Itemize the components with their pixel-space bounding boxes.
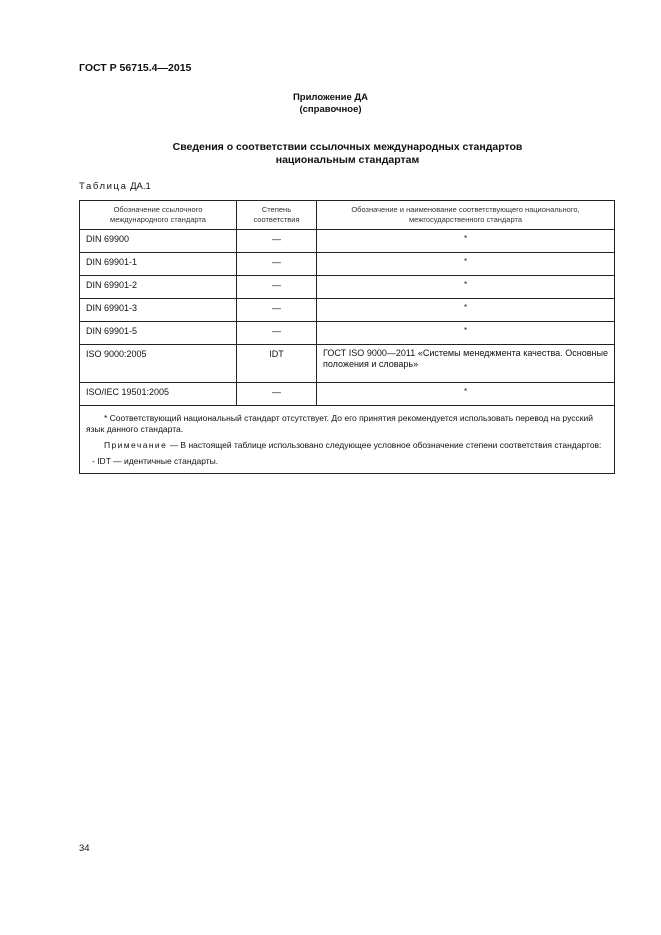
cell-national: * [317,276,615,299]
cell-national: * [317,383,615,406]
table-caption-label: Таблица [79,181,128,192]
cell-standard: DIN 69901-1 [80,253,237,276]
table-header-row [80,201,615,230]
table-caption [79,181,151,192]
cell-degree: — [237,230,317,253]
table-row [80,383,615,406]
cell-degree: — [237,322,317,345]
document-code: ГОСТ Р 56715.4—2015 [79,62,192,74]
note-label: Примечание [104,440,168,450]
appendix-heading [0,92,661,116]
cell-standard: DIN 69901-2 [80,276,237,299]
cell-national: * [317,230,615,253]
appendix-title: Приложение ДА [292,92,369,103]
column-header-international-standard: Обозначение ссылочного международного стандарта [80,201,237,230]
table-row [80,253,615,276]
section-title [0,141,661,167]
standards-table [79,200,615,474]
table-row [80,230,615,253]
table-row [80,299,615,322]
cell-national: * [317,322,615,345]
cell-national: ГОСТ ISO 9000—2011 «Системы менеджмента качества. Основные положения и словарь» [317,345,615,383]
cell-degree: — [237,299,317,322]
note-text: — В настоящей таблице использовано следующее условное обозначение степени соответствия стандартов: [167,440,602,450]
note-list-item: - IDT — идентичные стандарты. [92,456,219,466]
column-header-degree: Степень соответствия [237,201,317,230]
table-row [80,276,615,299]
cell-degree: — [237,253,317,276]
table-row [80,345,615,383]
table-footnote-row [80,406,615,474]
note-paragraph [86,440,608,451]
cell-standard: DIN 69901-3 [80,299,237,322]
cell-standard: ISO 9000:2005 [80,345,237,383]
cell-standard: DIN 69901-5 [80,322,237,345]
column-header-national-standard: Обозначение и наименование соответствующего национального, межгосударственного стандарта [317,201,615,230]
cell-national: * [317,299,615,322]
table-footnote-cell [80,406,615,474]
page-number: 34 [79,843,90,854]
cell-degree: — [237,276,317,299]
table-row [80,322,615,345]
section-title-line-2: национальным стандартам [275,154,420,166]
footnote-text: * Соответствующий национальный стандарт отсутствует. До его принятия рекомендуется использовать перевод на русский язык данного стандарта. [86,413,593,434]
cell-degree: — [237,383,317,406]
section-title-line-1: Сведения о соответствии ссылочных международных стандартов [172,141,523,153]
cell-national: * [317,253,615,276]
table-caption-number: ДА.1 [130,181,151,192]
cell-standard: ISO/IEC 19501:2005 [80,383,237,406]
cell-degree: IDT [237,345,317,383]
cell-standard: DIN 69900 [80,230,237,253]
appendix-subtitle: (справочное) [299,104,362,115]
